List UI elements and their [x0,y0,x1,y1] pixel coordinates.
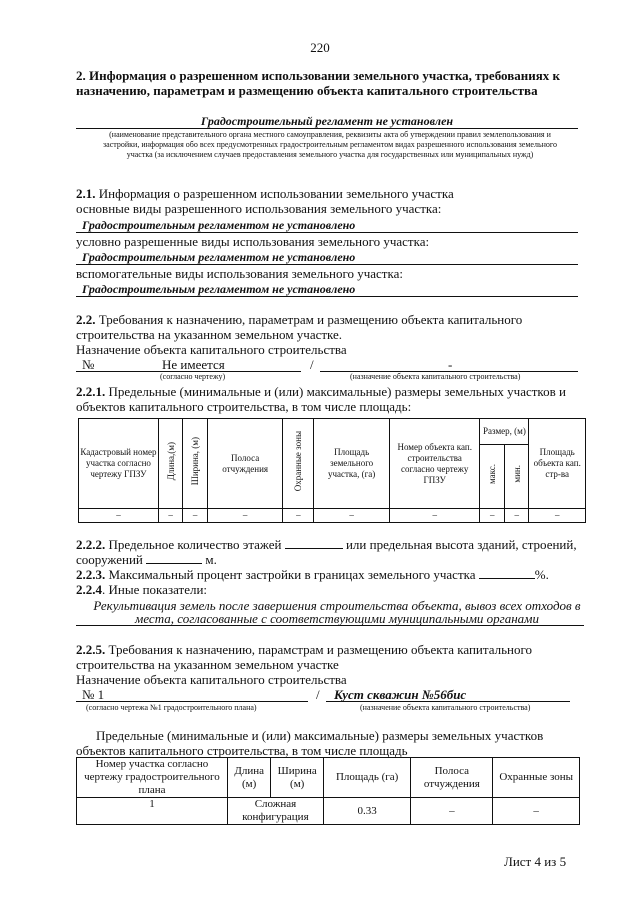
s224-value-1: Рекультивация земель после завершения строительства объекта, вывоз всех отходов в [93,598,581,613]
s221-title-2: объектов капитального строительства, в том числе площадь: [76,399,412,414]
s222-line2: сооружений м. [76,552,217,567]
s224-value-2: места, согласованные с соответствующими муниципальными органами [135,611,539,626]
s222-line1: 2.2.2. Предельное количество этажей или предельная высота зданий, строений, [76,537,577,552]
s21-main-value: Градостроительным регламентом не установлено [82,218,356,232]
s22-note-right: (назначение объекта капитального строительства) [350,372,521,381]
th-object-no: Номер объекта кап. строительства согласно чертежу ГПЗУ [389,419,480,509]
s225-object-value: Куст скважин №56бис [334,687,467,702]
th-max: макс. [480,445,504,509]
s225-title: 2.2.5. Требования к назначению, парамстрам и размещению объекта капитального [76,642,532,657]
th2-length: Длина (м) [227,758,271,798]
s225-title-2: строительства на указанном земельном участке [76,657,339,672]
s225-name-label: Назначение объекта капитального строительства [76,672,347,687]
table-dimensions [76,757,580,825]
s21-aux-value: Градостроительным регламентом не установлено [82,282,356,296]
sheet-footer: Лист 4 из 5 [504,854,567,869]
th-zones: Охранные зоны [283,419,314,509]
reglament-note: (наименование представительного органа местного самоуправления, реквизиты акта об утверждении правил землепользования и застройки, информация обо всех предусмотренных градостроительным регламентом видах разрешенного использования земельного участка (за исключением случаев предоставления земельного участка для государственных или муниципальных нужд) [103,130,557,159]
th2-strip: Полоса отчуждения [411,758,493,798]
th-min: мин. [504,445,528,509]
s22-slash: / [310,357,314,372]
s223: 2.2.3. Максимальный процент застройки в границах земельного участка %. [76,567,549,582]
s22-title: 2.2. Требования к назначению, параметрам и размещению объекта капитального [76,312,523,327]
section-title: 2. Информация о разрешенном использовании земельного участка, требованиях к назначению, параметрам и размещению объекта капитального строительства [76,68,560,98]
s225-note-left: (согласно чертежа №1 градостроительного плана) [86,703,257,712]
s225-note-right: (назначение объекта капитального строительства) [360,703,531,712]
reglament-header: Градостроительный регламент не установлен [200,114,454,128]
th2-number: Номер участка согласно чертежу градостроительного плана [77,758,228,798]
table-row: – – – – – – – – – – [79,509,586,523]
s21-title: 2.1. Информация о разрешенном использовании земельного участка [76,186,454,201]
s22-title-2: строительства на указанном земельном участке. [76,327,343,342]
s221-title: 2.2.1. Предельные (минимальные и (или) максимальные) размеры земельных участков и [76,384,566,399]
table-row: 1 Сложная конфигурация 0.33 – – [77,798,580,825]
table2-caption-1: Предельные (минимальные и (или) максимальные) размеры земельных участков [96,728,544,743]
page-number: 220 [310,40,330,55]
table-sizes [78,418,586,523]
s21-aux-label: вспомогательные виды использования земельного участка: [76,266,403,281]
s22-dash: - [448,357,453,372]
s22-no-sign: № [82,357,95,372]
th-obj-area: Площадь объекта кап. стр-ва [529,419,586,509]
s22-no-value: Не имеется [162,357,225,372]
th-size: Размер, (м) [480,419,529,445]
s22-name-label: Назначение объекта капитального строительства [76,342,347,357]
th-length: Длина,(м) [158,419,182,509]
th-strip: Полоса отчуждения [207,419,283,509]
th-cadastral: Кадастровый номер участка согласно чертежу ГПЗУ [79,419,159,509]
s22-note-left: (согласно чертежу) [160,372,226,381]
th2-zones: Охранные зоны [493,758,580,798]
th-area: Площадь земельного участка, (га) [314,419,390,509]
s21-cond-value: Градостроительным регламентом не установлено [82,250,356,264]
s21-cond-label: условно разрешенные виды использования земельного участка: [76,234,430,249]
s225-no-value: № 1 [82,687,105,702]
th-width: Ширина, (м) [183,419,207,509]
s225-slash: / [316,687,320,702]
th2-area: Площадь (га) [323,758,410,798]
th2-width: Ширина (м) [271,758,324,798]
s224-label: 2.2.4. Иные показатели: [76,582,208,597]
s21-main-label: основные виды разрешенного использования земельного участка: [76,201,442,216]
table2-caption-2: объектов капитального строительства, в том числе площадь [76,743,408,758]
